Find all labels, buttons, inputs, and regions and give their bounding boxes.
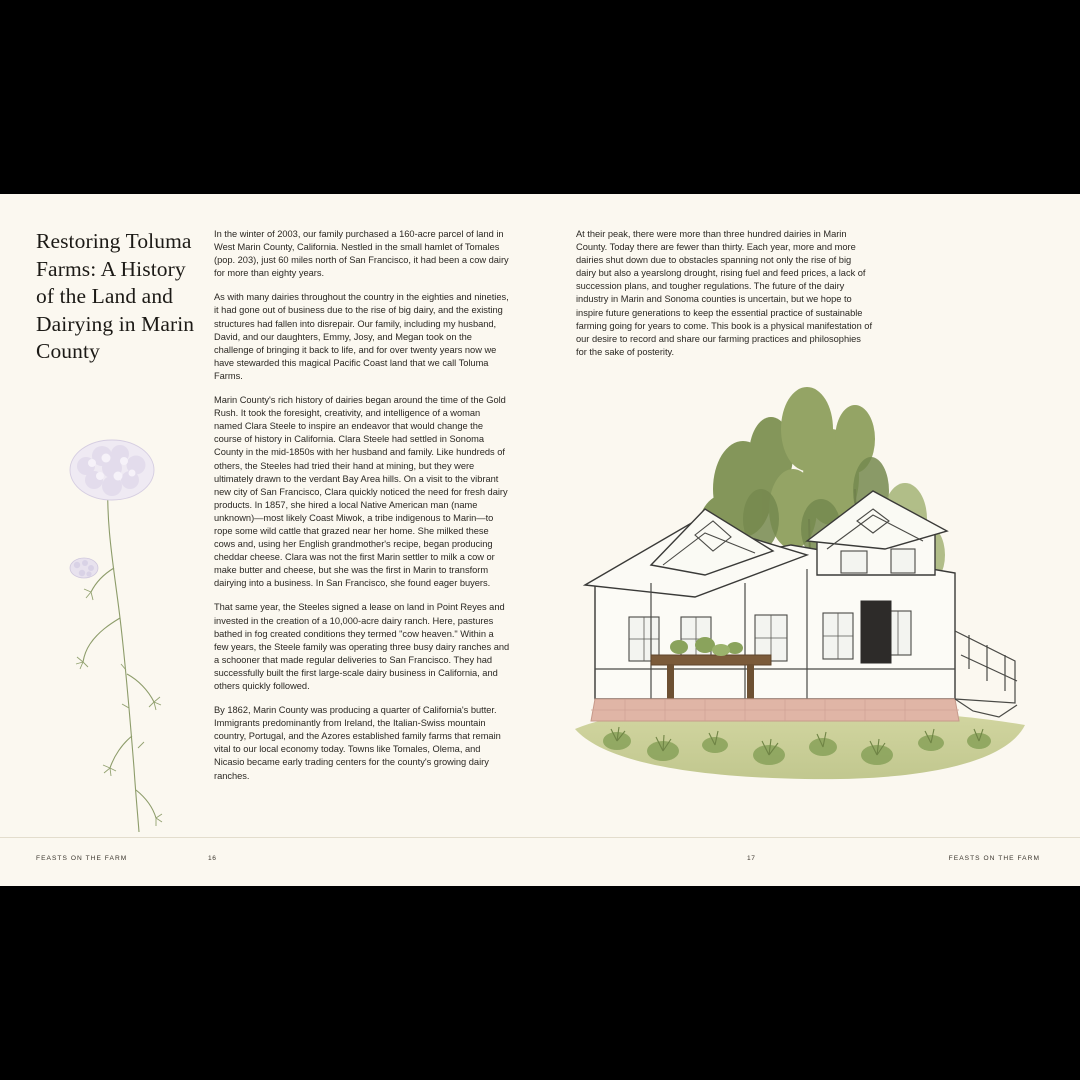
body-paragraph: As with many dairies throughout the country in the eighties and nineties, it had gone out of business due to the rise of big dairy, and the existing structures had fallen into disrepair. Our family, including my husband, David, and our daughters, Emmy, Josy, and Megan took on the challenge of bringing it back to life, and for over twenty years now we have stewarded this magical Pacific Coast land that we call Toluma Farms. xyxy=(214,292,509,381)
page-footer xyxy=(0,837,1080,886)
page-title: Restoring Toluma Farms: A History of the Land and Dairying in Marin County xyxy=(36,229,195,364)
body-paragraph: At their peak, there were more than three hundred dairies in Marin County. Today there are fewer than thirty. Each year, more and more dairies shut down due to obstacles spanning not only the rise of big dairy but also a yearslong drought, rising fuel and feed prices, a lack of succession plans, and tougher regulations. The future of the dairy industry in Marin and Sonoma counties is uncertain, but we hope to inspire future generations to keep the essential practice of sustainable farming going for years to come. This book is a physical manifestation of our desire to record and share our farming practices and philosophies for the sake of posterity. xyxy=(576,229,873,357)
left-body-column xyxy=(214,228,510,794)
farmhouse-watercolor-illustration xyxy=(555,369,1055,809)
right-body-column xyxy=(576,228,872,359)
footer-book-title-right: FEASTS ON THE FARM xyxy=(948,855,1040,862)
right-page xyxy=(540,194,1080,886)
folio-left: 16 xyxy=(208,855,217,862)
body-paragraph: That same year, the Steeles signed a lease on land in Point Reyes and invested in the creation of a 10,000-acre dairy ranch. Here, pastures bathed in fog created conditions they termed "cow heaven." Within a few years, the Steele family was operating three busy dairy ranches and a schooner that made regular deliveries to San Francisco. They had successfully built the first large-scale dairy business in California, and others quickly followed. xyxy=(214,602,510,691)
body-paragraph: Marin County's rich history of dairies began around the time of the Gold Rush. It took the foresight, creativity, and intelligence of a woman named Clara Steele to inspire an endeavor that would change the course of history in California. Clara Steele had settled in Sonoma County in the mid-1850s with her husband and family. Like hundreds of others, the Steeles had tried their hand at mining, but they were ultimately drawn to the verdant Bay Area hills. On a visit to the vibrant new city of San Francisco, Clara quickly noticed the need for fresh dairy products. In 1857, she hired a local Native American man (name unknown)—most likely Coast Miwok, a tribe indigenous to Marin—to rope some wild cattle that grazed near her home. She milked these cows and, using her English grandmother's recipe, began producing cheddar cheese. Clara was not the first Marin settler to milk a cow or make butter and cheese, but she was the first in Marin to transform dairying into a business. In San Francisco, she found eager buyers. xyxy=(214,395,508,589)
book-spread xyxy=(0,194,1080,886)
body-paragraph: By 1862, Marin County was producing a quarter of California's butter. Immigrants predominantly from Ireland, the Italian-Swiss mountain country, Portugal, and the Azores established family farms that remain vital to our local economy today. Towns like Tomales, Olema, and Nicasio became early trading centers for the county's growing dairy ranches. xyxy=(214,705,501,781)
folio-right: 17 xyxy=(747,855,756,862)
chapter-title-column xyxy=(36,228,196,794)
queen-annes-lace-botanical-illustration xyxy=(34,418,204,838)
footer-book-title-left: FEASTS ON THE FARM xyxy=(36,855,128,862)
left-page xyxy=(0,194,540,886)
left-page-columns xyxy=(36,228,510,794)
body-paragraph: In the winter of 2003, our family purchased a 160-acre parcel of land in West Marin County, California. Nestled in the small hamlet of Tomales (pop. 203), just 60 miles north of San Francisco, it had been a cow dairy for more than eighty years. xyxy=(214,229,509,279)
